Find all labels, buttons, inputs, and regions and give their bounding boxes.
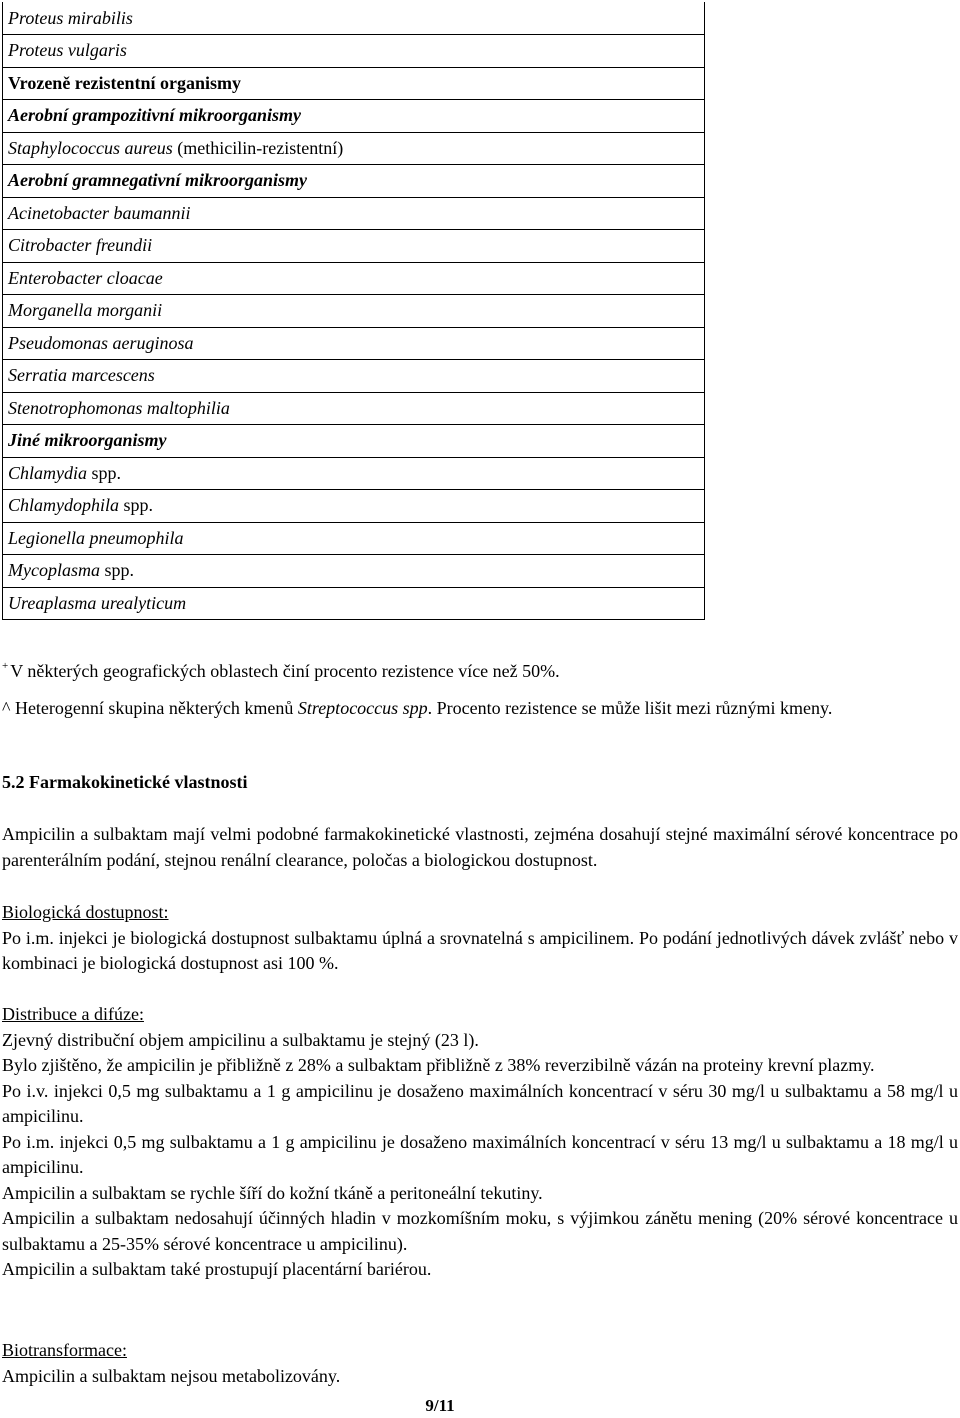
organism-name: Chlamydophila: [8, 495, 119, 516]
bioavailability-heading: Biologická dostupnost:: [2, 902, 169, 922]
organism-cell: [3, 457, 705, 490]
distribution-heading: Distribuce a difúze:: [2, 1004, 144, 1024]
table-row: [3, 35, 705, 68]
footnote-plus: + V některých geografických oblastech činí procento rezistence více než 50%.: [2, 660, 560, 681]
footnote-resistance: [2, 654, 942, 722]
organism-name: Stenotrophomonas maltophilia: [8, 397, 230, 418]
distribution-paragraph: Po i.v. injekci 0,5 mg sulbaktamu a 1 g ampicilinu je dosaženo maximálních koncentrací v séru 30 mg/l u sulbaktamu a 58 mg/l u ampicilinu.: [2, 1080, 958, 1126]
subgroup-heading: Jiné mikroorganismy: [8, 430, 167, 451]
organism-cell: [3, 392, 705, 425]
table-row: [3, 165, 705, 198]
organism-cell: [3, 197, 705, 230]
organism-cell: [3, 295, 705, 328]
table-row: [3, 457, 705, 490]
distribution-paragraph: Bylo zjištěno, že ampicilin je přibližně z 28% a sulbaktam přibližně z 38% reverzibilně vázán na proteiny krevní plazmy.: [2, 1055, 875, 1075]
organism-cell: [3, 555, 705, 588]
table-row: [3, 522, 705, 555]
organism-cell: [3, 327, 705, 360]
organism-name: Citrobacter freundii: [8, 235, 153, 256]
organism-cell: [3, 230, 705, 263]
distribution-paragraph: Ampicilin a sulbaktam se rychle šíří do kožní tkáně a peritoneální tekutiny.: [2, 1182, 543, 1203]
organism-name: Acinetobacter baumannii: [8, 202, 191, 223]
organism-name: Staphylococcus aureus: [8, 137, 173, 158]
table-row: [3, 100, 705, 133]
organism-qualifier: spp.: [99, 560, 134, 581]
table-row: [3, 360, 705, 393]
table-row: [3, 327, 705, 360]
table-row: [3, 230, 705, 263]
table-row: [3, 2, 705, 35]
organism-name: Serratia marcescens: [8, 365, 155, 386]
table-row: [3, 295, 705, 328]
organism-cell: [3, 35, 705, 68]
organism-cell: [3, 100, 705, 133]
distribution-paragraph: Ampicilin a sulbaktam nedosahují účinných hladin v mozkomíšním moku, s výjimkou zánětu mening (20% sérové koncentrace u sulbaktamu a 25-35% sérové koncentrace u ampicilinu).: [2, 1208, 958, 1254]
organism-name: Ureaplasma urealyticum: [8, 592, 187, 613]
biotransformation-text: Ampicilin a sulbaktam nejsou metabolizovány.: [2, 1365, 341, 1386]
organism-name: Proteus vulgaris: [8, 40, 127, 61]
organism-table: [2, 2, 705, 620]
organism-qualifier: spp.: [119, 495, 154, 516]
organism-cell: [3, 132, 705, 165]
bioavailability-block: [2, 900, 958, 977]
organism-cell: [3, 67, 705, 100]
section-heading-block: [2, 770, 958, 796]
page-number: 9/11: [425, 1396, 455, 1415]
distribution-block: [2, 1002, 958, 1283]
table-row: [3, 587, 705, 620]
biotransformation-heading: Biotransformace:: [2, 1340, 127, 1360]
organism-cell: [3, 360, 705, 393]
group-heading: Vrozeně rezistentní organismy: [8, 72, 241, 93]
organism-cell: [3, 425, 705, 458]
organism-name: Chlamydia: [8, 462, 87, 483]
table-row: [3, 132, 705, 165]
organism-qualifier: spp.: [87, 462, 122, 483]
table-row: [3, 392, 705, 425]
organism-name: Proteus mirabilis: [8, 7, 133, 28]
organism-cell: [3, 587, 705, 620]
organism-name: Enterobacter cloacae: [8, 267, 163, 288]
bioavailability-text: Po i.m. injekci je biologická dostupnost sulbaktamu úplná a srovnatelná s ampicilinem. Po podání jednotlivých dávek zvlášť nebo v kombinaci je biologická dostupnost asi 100 %.: [2, 927, 958, 973]
table-row: [3, 67, 705, 100]
organism-qualifier: (methicilin-rezistentní): [172, 137, 344, 158]
organism-name: Pseudomonas aeruginosa: [8, 332, 194, 353]
organism-name: Legionella pneumophila: [8, 527, 184, 548]
organism-cell: [3, 2, 705, 35]
table-row: [3, 490, 705, 523]
distribution-paragraph: Ampicilin a sulbaktam také prostupují placentární bariérou.: [2, 1259, 432, 1279]
table-row: [3, 197, 705, 230]
organism-name: Morganella morganii: [8, 300, 163, 321]
table-row: [3, 262, 705, 295]
organism-cell: [3, 490, 705, 523]
table-row: [3, 425, 705, 458]
distribution-paragraph: Po i.m. injekci 0,5 mg sulbaktamu a 1 g ampicilinu je dosaženo maximálních koncentrací v séru 13 mg/l u sulbaktamu a 18 mg/l u ampicilinu.: [2, 1131, 958, 1177]
organism-cell: [3, 165, 705, 198]
organism-name: Mycoplasma: [8, 560, 100, 581]
organism-cell: [3, 262, 705, 295]
intro-paragraph: Ampicilin a sulbaktam mají velmi podobné farmakokinetické vlastnosti, zejména dosahují stejné maximální sérové koncentrace po parenterálním podání, stejnou renální clearance, poločas a biologickou dostupnost.: [2, 824, 958, 870]
organism-cell: [3, 522, 705, 555]
distribution-paragraph: Zjevný distribuční objem ampicilinu a sulbaktamu je stejný (23 l).: [2, 1029, 479, 1050]
subgroup-heading: Aerobní gramnegativní mikroorganismy: [8, 170, 308, 191]
biotransformation-block: [2, 1338, 958, 1389]
table-row: [3, 555, 705, 588]
footnote-caret: ^ Heterogenní skupina některých kmenů Streptococcus spp. Procento rezistence se může lišit mezi různými kmeny.: [2, 698, 833, 718]
subgroup-heading: Aerobní grampozitivní mikroorganismy: [8, 105, 302, 126]
section-heading: 5.2 Farmakokinetické vlastnosti: [2, 772, 248, 792]
